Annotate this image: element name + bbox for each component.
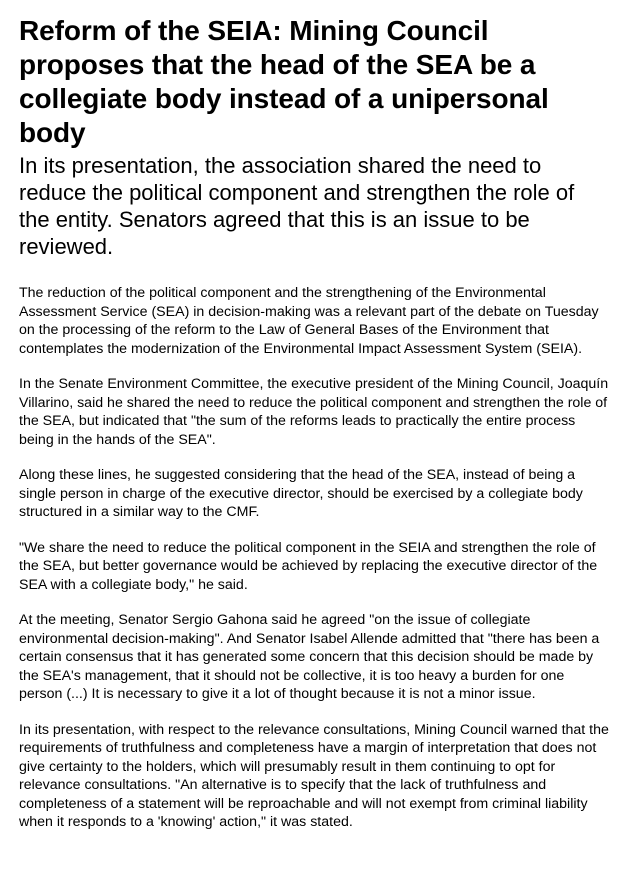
article-paragraph: At the meeting, Senator Sergio Gahona said he agreed "on the issue of collegiate environmental decision-making". And Senator Isabel Allende admitted that "there has been a certain consensus that it has generated some concern that this decision should be made by the SEA's management, that it should not be collective, it is too heavy a burden for one person (...) It is necessary to give it a lot of thought because it is not a minor issue.	[19, 612, 600, 702]
article-body	[19, 284, 609, 832]
article-paragraph: Along these lines, he suggested considering that the head of the SEA, instead of being a single person in charge of the executive director, should be exercised by a collegiate body structured in a similar way to the CMF.	[19, 467, 583, 520]
article-paragraph: In the Senate Environment Committee, the executive president of the Mining Council, Joaquín Villarino, said he shared the need to reduce the political component and strengthen the role of the SEA, but indicated that "the sum of the reforms leads to practically the entire process being in the hands of the SEA".	[19, 376, 609, 448]
article-headline: Reform of the SEIA: Mining Council proposes that the head of the SEA be a collegiate body instead of a unipersonal body	[19, 15, 549, 148]
article-subheadline: In its presentation, the association shared the need to reduce the political component and strengthen the role of the entity. Senators agreed that this is an issue to be reviewed.	[19, 153, 575, 259]
article-paragraph: "We share the need to reduce the political component in the SEIA and strengthen the role of the SEA, but better governance would be achieved by replacing the executive director of the SEA with a collegiate body," he said.	[19, 539, 598, 593]
article-paragraph: In its presentation, with respect to the relevance consultations, Mining Council warned that the requirements of truthfulness and completeness have a margin of interpretation that does not give certainty to the holders, which will presumably result in them continuing to opt for relevance consultations. "An alternative is to specify that the lack of truthfulness and completeness of a statement will be reproachable and will not exempt from criminal liability when it responds to a 'knowing' action," it was stated.	[19, 721, 609, 830]
news-article	[19, 14, 609, 849]
article-paragraph: The reduction of the political component and the strengthening of the Environmental Assessment Service (SEA) in decision-making was a relevant part of the debate on Tuesday on the processing of the reform to the Law of General Bases of the Environment that contemplates the modernization of the Environmental Impact Assessment System (SEIA).	[19, 285, 599, 357]
